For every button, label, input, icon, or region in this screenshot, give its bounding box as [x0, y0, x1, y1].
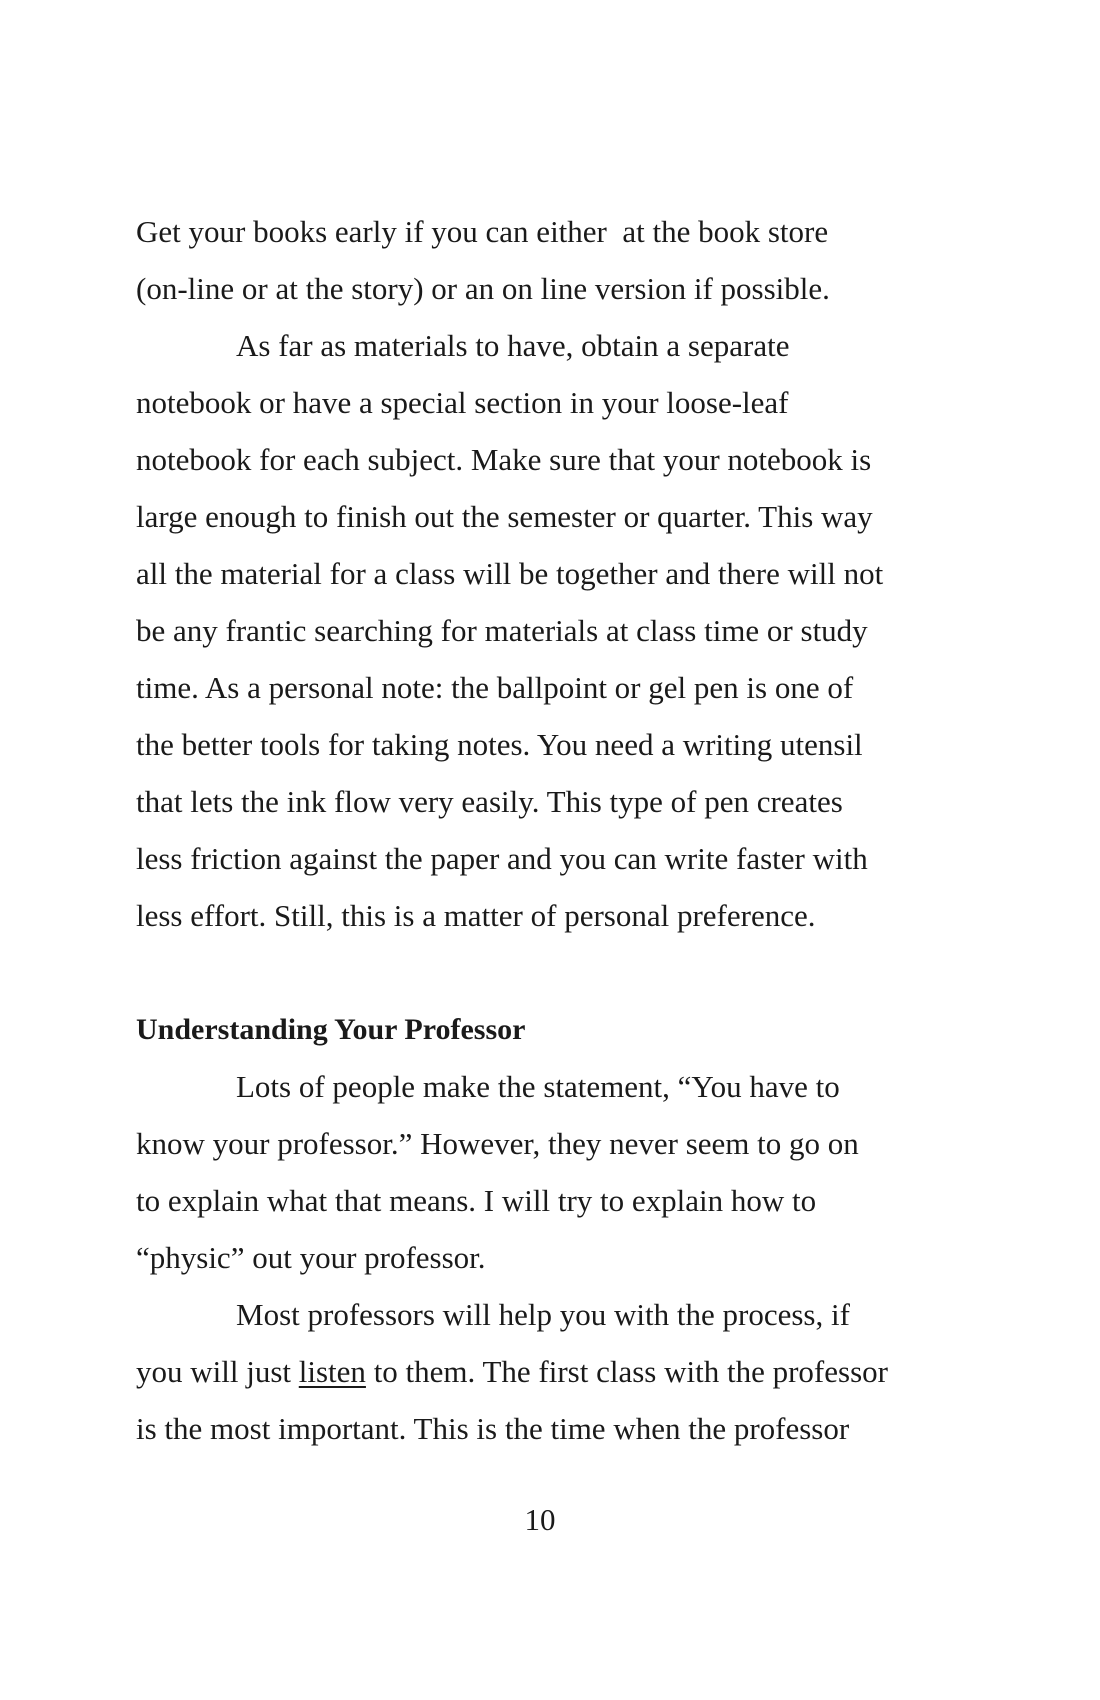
section-line-5: Most professors will help you with the process, if	[236, 1297, 850, 1332]
body-line-13: less effort. Still, this is a matter of personal preference.	[136, 898, 816, 933]
body-line-10: the better tools for taking notes. You need a writing utensil	[136, 727, 863, 762]
body-line-7: all the material for a class will be together and there will not	[136, 556, 884, 591]
section-heading: Understanding Your Professor	[136, 1013, 526, 1046]
body-line-3: As far as materials to have, obtain a separate	[236, 328, 790, 363]
body-line-6: large enough to finish out the semester or quarter. This way	[136, 499, 873, 534]
listen-line-after: to them. The first class with the professor	[365, 1354, 888, 1389]
underlined-word-listen: listen	[298, 1354, 366, 1389]
listen-line-before: you will just	[136, 1354, 299, 1389]
body-line-8: be any frantic searching for materials at class time or study	[136, 613, 868, 648]
body-line-1: Get your books early if you can either at the book store	[136, 214, 829, 249]
section-line-1: Lots of people make the statement, “You have to	[236, 1069, 840, 1104]
section-line-2: know your professor.” However, they never seem to go on	[136, 1126, 859, 1161]
body-line-5: notebook for each subject. Make sure that your notebook is	[136, 442, 872, 477]
body-line-11: that lets the ink flow very easily. This type of pen creates	[136, 784, 843, 819]
page-number: 10	[524, 1502, 556, 1537]
section-line-4: “physic” out your professor.	[136, 1240, 486, 1275]
body-line-9: time. As a personal note: the ballpoint or gel pen is one of	[136, 670, 854, 705]
body-line-2: (on-line or at the story) or an on line version if possible.	[136, 271, 830, 306]
section-line-3: to explain what that means. I will try to explain how to	[136, 1183, 817, 1218]
body-line-4: notebook or have a special section in your loose-leaf	[136, 385, 789, 420]
section-line-7: is the most important. This is the time when the professor	[136, 1411, 850, 1446]
body-line-12: less friction against the paper and you can write faster with	[136, 841, 868, 876]
section-line-6	[136, 1352, 888, 1392]
